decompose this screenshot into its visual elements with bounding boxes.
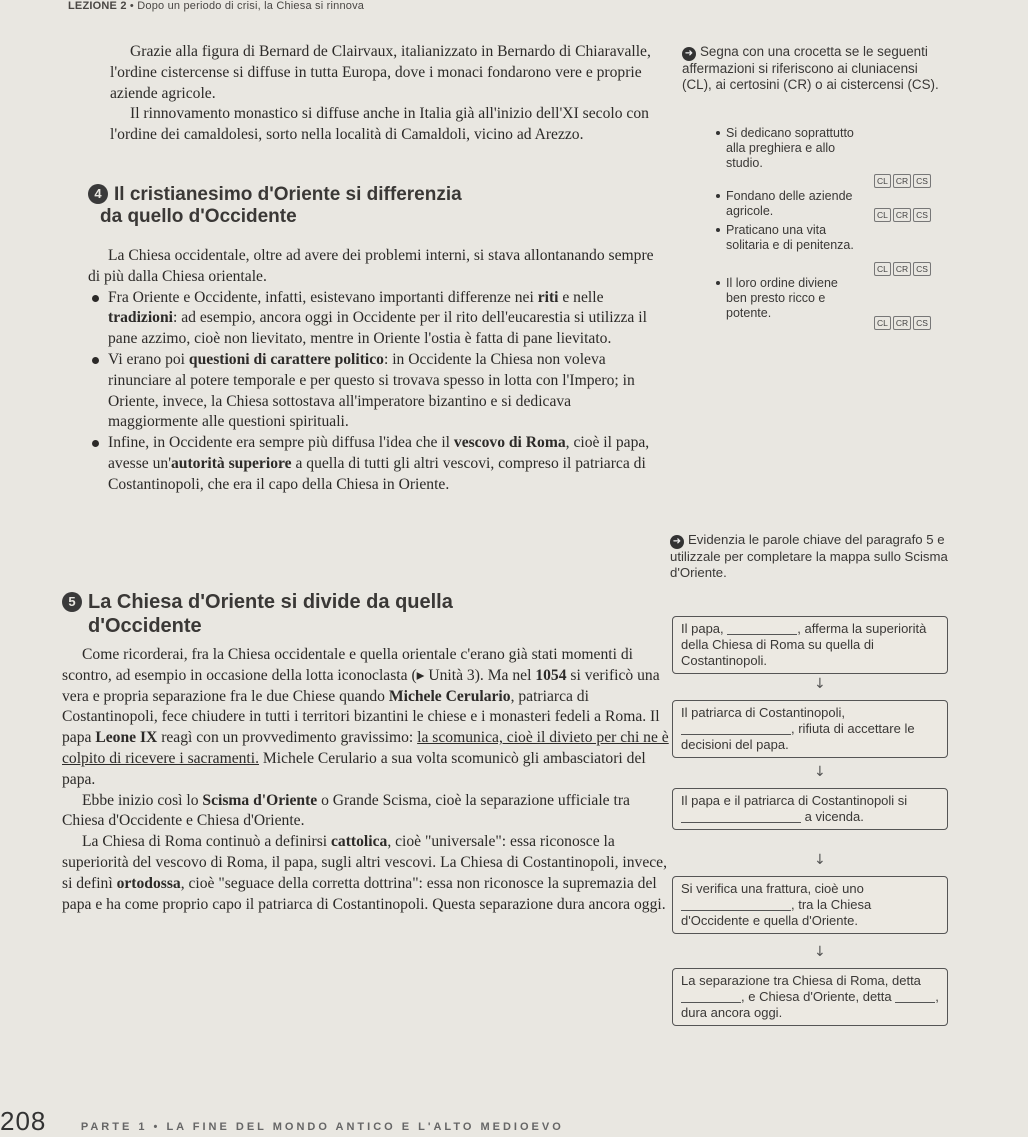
lesson-label: LEZIONE 2 <box>68 0 127 12</box>
intro-text <box>110 42 666 146</box>
section-5-body <box>62 645 672 915</box>
lesson-title: Dopo un periodo di crisi, la Chiesa si rinnova <box>137 0 365 12</box>
answer-blank[interactable] <box>681 1002 741 1003</box>
answer-blank[interactable] <box>681 822 801 823</box>
exercise-2-instruction: ➜ Evidenzia le parole chiave del paragrafo 5 e utilizzale per completare la mappa sullo Scisma d'Oriente. <box>670 532 948 580</box>
checkbox-cr[interactable]: CR <box>893 262 911 276</box>
down-arrow-icon: ↓ <box>814 944 826 960</box>
running-header: LEZIONE 2 • Dopo un periodo di crisi, la Chiesa si rinnova <box>68 0 365 12</box>
checkbox-cs[interactable]: CS <box>913 316 931 330</box>
checkbox-cl[interactable]: CL <box>874 208 891 222</box>
checkbox-cs[interactable]: CS <box>913 262 931 276</box>
answer-blank[interactable] <box>727 634 797 635</box>
down-arrow-icon: ↓ <box>814 852 826 868</box>
section-4-bullet-1: Fra Oriente e Occidente, infatti, esistevano importanti differenze nei riti e nelle tradizioni: ad esempio, ancora oggi in Occidente per il rito dell'eucarestia si utilizza il pane azzimo, cioè non lievitato, mentre in Oriente l'ostia è fatta di pane lievitato. <box>88 288 660 350</box>
exercise-1-checkboxes-3[interactable] <box>874 262 931 276</box>
checkbox-cl[interactable]: CL <box>874 262 891 276</box>
checkbox-cs[interactable]: CS <box>913 208 931 222</box>
section-4-bullet-2: Vi erano poi questioni di carattere politico: in Occidente la Chiesa non voleva rinunciare al potere temporale e per questo si trovava spesso in lotta con l'Impero; in Oriente, invece, la Chiesa sottostava all'imperatore bizantino e si dedicava maggiormente alle questioni spirituali. <box>88 350 660 433</box>
checkbox-cr[interactable]: CR <box>893 316 911 330</box>
map-box-5: La separazione tra Chiesa di Roma, detta , e Chiesa d'Oriente, detta , dura ancora oggi. <box>672 968 948 1026</box>
section-4-number: 4 <box>88 184 108 204</box>
map-box-4: Si verifica una frattura, cioè uno , tra la Chiesa d'Occidente e quella d'Oriente. <box>672 876 948 934</box>
exercise-1-checkboxes-4[interactable] <box>874 316 931 330</box>
section-4-intro: La Chiesa occidentale, oltre ad avere dei problemi interni, si stava allontanando sempre di più dalla Chiesa orientale. <box>88 247 654 285</box>
exercise-1-item-2: Fondano delle aziende agricole. <box>726 189 860 219</box>
section-5-heading <box>62 590 453 638</box>
section-5-number: 5 <box>62 592 82 612</box>
checkbox-cr[interactable]: CR <box>893 208 911 222</box>
section-5-title-1: La Chiesa d'Oriente si divide da quella <box>88 591 453 613</box>
section-5-paragraph-3: La Chiesa di Roma continuò a definirsi cattolica, cioè "universale": essa riconosce la superiorità del vescovo di Roma, il papa, sugli altri vescovi. La Chiesa di Costantinopoli, invece, si definì ortodossa, cioè "seguace della corretta dottrina": essa non riconosce la supremazia del papa e ha come proprio capo il patriarca di Costantinopoli. Questa separazione dura ancora oggi. <box>62 833 667 913</box>
section-5-title-2: d'Occidente <box>88 615 202 637</box>
section-4-body <box>88 246 660 496</box>
answer-blank[interactable] <box>681 910 791 911</box>
exercise-1-item-3: Praticano una vita solitaria e di penitenza. <box>726 223 860 253</box>
down-arrow-icon: ↓ <box>814 764 826 780</box>
map-box-1: Il papa, , afferma la superiorità della Chiesa di Roma su quella di Costantinopoli. <box>672 616 948 674</box>
section-5-paragraph-2: Ebbe inizio così lo Scisma d'Oriente o Grande Scisma, cioè la separazione ufficiale tra Chiesa d'Occidente e Chiesa d'Oriente. <box>62 791 630 830</box>
exercise-1-instruction: ➜ Segna con una crocetta se le seguenti affermazioni si riferiscono ai cluniacensi (CL), ai certosini (CR) o ai cistercensi (CS). <box>682 44 939 92</box>
section-4-title-1: Il cristianesimo d'Oriente si differenzia <box>114 184 462 205</box>
down-arrow-icon: ↓ <box>814 676 826 692</box>
checkbox-cr[interactable]: CR <box>893 174 911 188</box>
arrow-circle-icon: ➜ <box>682 47 696 61</box>
page-footer <box>0 1106 564 1137</box>
map-box-3: Il papa e il patriarca di Costantinopoli si a vicenda. <box>672 788 948 830</box>
section-4-bullet-3: Infine, in Occidente era sempre più diffusa l'idea che il vescovo di Roma, cioè il papa, avesse un'autorità superiore a quella di tutti gli altri vescovi, compreso il patriarca di Costantinopoli, che era il capo della Chiesa in Oriente. <box>88 433 660 495</box>
exercise-1-checkboxes-1[interactable] <box>874 174 931 188</box>
answer-blank[interactable] <box>895 1002 935 1003</box>
exercise-1-item-4: Il loro ordine diviene ben presto ricco e potente. <box>726 276 860 321</box>
answer-blank[interactable] <box>681 734 791 735</box>
checkbox-cl[interactable]: CL <box>874 174 891 188</box>
section-5-paragraph-1: Come ricorderai, fra la Chiesa occidentale e quella orientale c'erano già stati momenti di scontro, ad esempio in occasione della lotta iconoclasta (▸ Unità 3). Ma nel 1054 si verificò una vera e propria separazione fra le due Chiese quando Michele Cerulario, patriarca di Costantinopoli, fece chiudere in tutti i territori bizantini le chiese e i monasteri fedeli a Roma. Il papa Leone IX reagì con un provvedimento gravissimo: la scomunica, cioè il divieto per chi ne è colpito di ricevere i sacramenti. Michele Cerulario a sua volta scomunicò gli ambasciatori del papa. <box>62 646 669 788</box>
section-4-heading <box>88 184 462 228</box>
intro-paragraph-1: Grazie alla figura di Bernard de Clairvaux, italianizzato in Bernardo di Chiaravalle, l'ordine cistercense si diffuse in tutta Europa, dove i monaci fondarono vere e proprie aziende agricole. <box>110 43 651 102</box>
checkbox-cl[interactable]: CL <box>874 316 891 330</box>
page-number: 208 <box>0 1106 47 1136</box>
exercise-1-checkboxes-2[interactable] <box>874 208 931 222</box>
map-box-2: Il patriarca di Costantinopoli, , rifiuta di accettare le decisioni del papa. <box>672 700 948 758</box>
exercise-1-item-1: Si dedicano soprattutto alla preghiera e allo studio. <box>726 126 860 171</box>
checkbox-cs[interactable]: CS <box>913 174 931 188</box>
section-4-title-2: da quello d'Occidente <box>100 206 297 227</box>
running-title: PARTE 1 • LA FINE DEL MONDO ANTICO E L'ALTO MEDIOEVO <box>80 1121 564 1133</box>
arrow-circle-icon: ➜ <box>670 535 684 549</box>
intro-paragraph-2: Il rinnovamento monastico si diffuse anche in Italia già all'inizio dell'XI secolo con l'ordine dei camaldolesi, sorto nella località di Camaldoli, vicino ad Arezzo. <box>110 105 649 144</box>
